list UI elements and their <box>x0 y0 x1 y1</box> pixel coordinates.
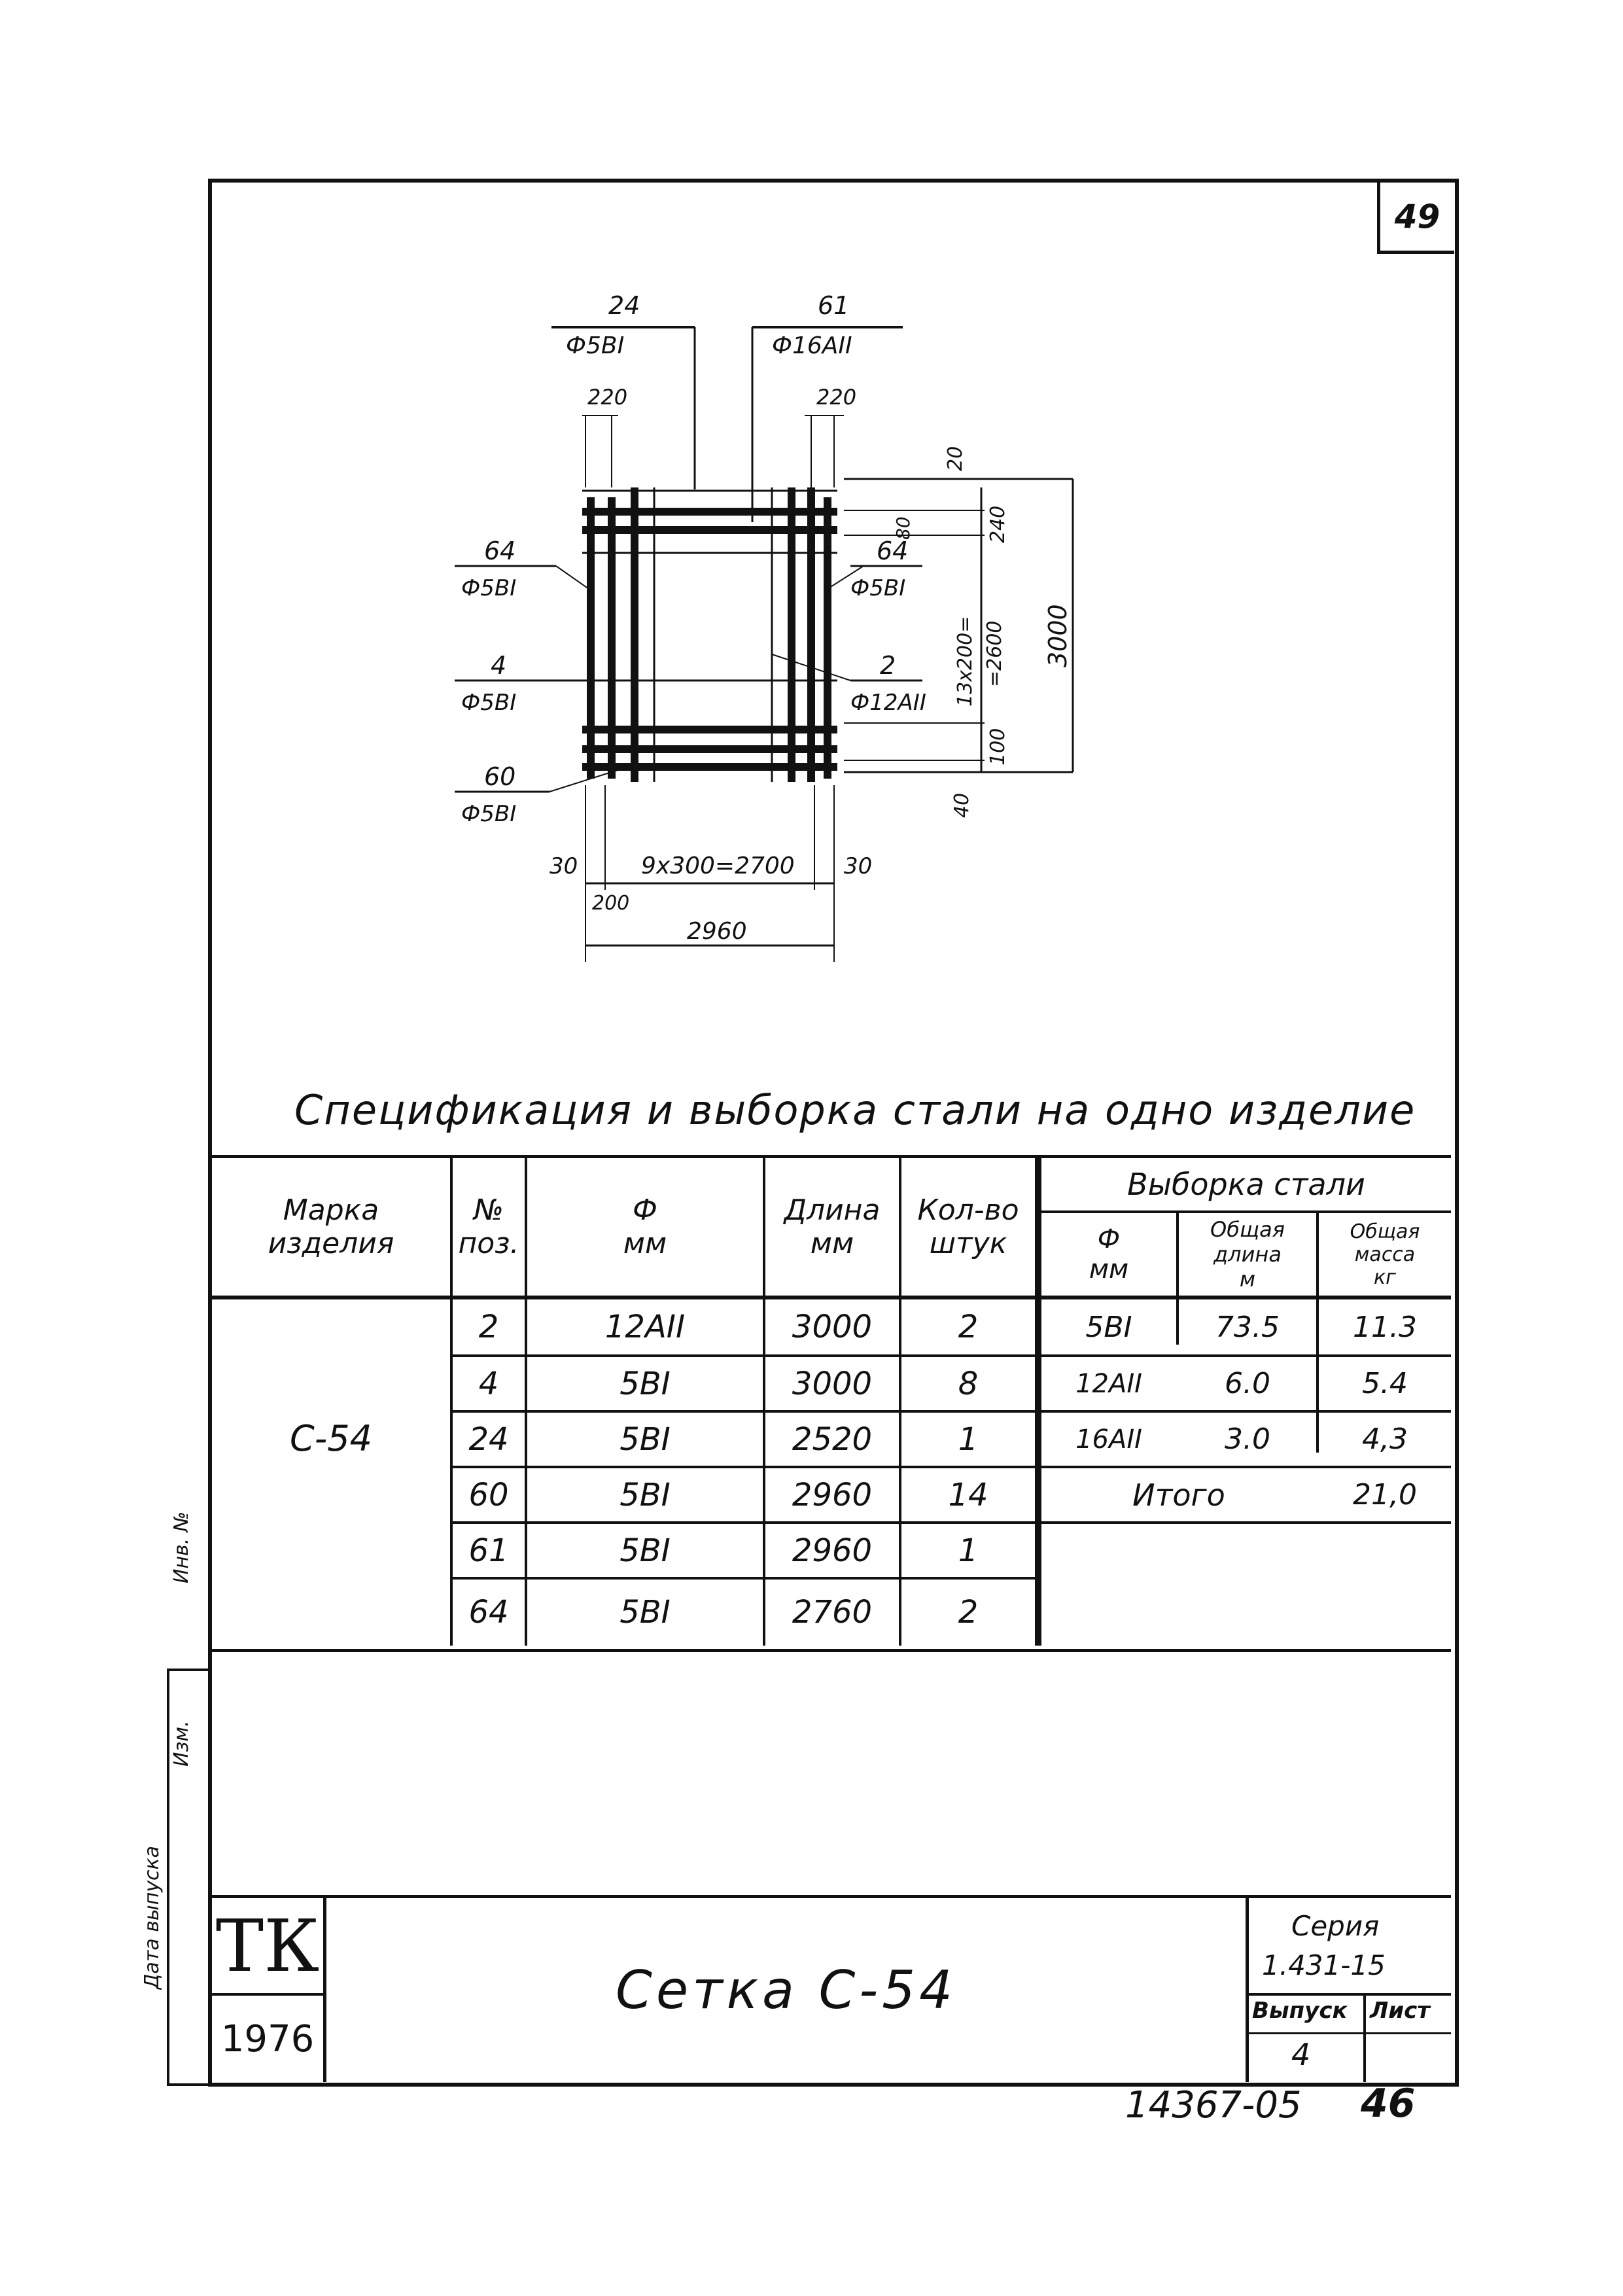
issue-value: 4 <box>1291 2037 1311 2072</box>
row-length: 2520 <box>792 1421 873 1458</box>
header-selection: Выборка стали <box>1127 1167 1365 1202</box>
row-pos: 61 <box>468 1532 509 1569</box>
side-date-issue: Дата выпуска <box>141 1846 164 1989</box>
label-left-4-pos: 4 <box>491 651 507 680</box>
row-pos: 60 <box>468 1476 509 1513</box>
row-pos: 2 <box>478 1309 499 1345</box>
header-sel-mass: Общая масса кг <box>1350 1220 1420 1289</box>
row-diam: 5ВI <box>620 1476 671 1513</box>
label-dim-100: 100 <box>986 728 1009 766</box>
row-length: 3000 <box>792 1309 873 1345</box>
label-dim-20: 20 <box>944 446 967 471</box>
sel-length: 3.0 <box>1225 1422 1270 1456</box>
label-dim-220-left: 220 <box>587 385 628 410</box>
label-dim-220-right: 220 <box>816 385 857 410</box>
label-dim-13x200: 13х200= <box>954 616 977 707</box>
label-left-60-pos: 60 <box>484 762 516 791</box>
row-diam: 5ВI <box>620 1532 671 1569</box>
sel-diam: 5ВI <box>1085 1310 1132 1344</box>
series-label: Серия <box>1291 1910 1380 1942</box>
sel-length: 6.0 <box>1225 1367 1270 1400</box>
label-left-64-bar: Ф5ВI <box>461 575 517 601</box>
label-dim-40: 40 <box>951 792 973 818</box>
row-qty: 1 <box>958 1421 979 1458</box>
row-diam: 12АII <box>604 1309 686 1345</box>
row-qty: 14 <box>948 1476 988 1513</box>
label-right-2-pos: 2 <box>880 651 896 680</box>
row-length: 3000 <box>792 1365 873 1402</box>
header-diam: Ф мм <box>623 1193 667 1260</box>
label-dim-30-left: 30 <box>550 853 578 879</box>
mark-cell: С-54 <box>290 1418 372 1459</box>
label-top-left-bar: Ф5ВI <box>566 332 625 359</box>
sheet-number: 49 <box>1394 198 1440 236</box>
row-qty: 2 <box>958 1309 979 1345</box>
sheet-number-box <box>1377 183 1454 254</box>
archive-number: 14367-05 <box>1125 2084 1302 2127</box>
tk-logo: ТК <box>215 1903 320 1988</box>
sel-mass: 11.3 <box>1353 1310 1417 1344</box>
row-length: 2760 <box>792 1594 873 1631</box>
title-block <box>212 1895 1451 2082</box>
header-qty: Кол-во штук <box>917 1193 1019 1260</box>
page-number: 46 <box>1361 2081 1416 2127</box>
sel-mass: 5.4 <box>1362 1367 1408 1400</box>
label-dim-9x300: 9х300=2700 <box>641 853 795 879</box>
product-name: Сетка С-54 <box>616 1960 956 2021</box>
label-dim-30-right: 30 <box>844 853 873 879</box>
header-pos: № поз. <box>458 1193 519 1260</box>
label-dim-3000: 3000 <box>1043 604 1072 667</box>
row-pos: 64 <box>468 1594 509 1631</box>
mesh-drawing <box>393 262 1145 981</box>
row-diam: 5ВI <box>620 1594 671 1631</box>
row-pos: 4 <box>478 1365 499 1402</box>
label-left-60-bar: Ф5ВI <box>461 801 517 827</box>
row-qty: 2 <box>958 1594 979 1631</box>
spec-title: Спецификация и выборка стали на одно изделие <box>294 1086 1416 1134</box>
side-change: Изм. <box>170 1720 193 1767</box>
row-pos: 24 <box>468 1421 509 1458</box>
label-top-right-bar: Ф16АII <box>772 332 852 359</box>
side-inv: Инв. № <box>170 1511 193 1583</box>
series-value: 1.431-15 <box>1262 1949 1386 1981</box>
issue-label: Выпуск <box>1252 1998 1348 2024</box>
row-diam: 5ВI <box>620 1365 671 1402</box>
label-right-64-pos: 64 <box>877 537 909 565</box>
row-diam: 5ВI <box>620 1421 671 1458</box>
header-mark: Марка изделия <box>268 1193 394 1260</box>
header-length: Длина мм <box>784 1193 881 1260</box>
label-dim-240: 240 <box>986 505 1009 543</box>
sel-diam: 12АII <box>1075 1368 1142 1399</box>
spec-table <box>212 1155 1451 1652</box>
label-right-64-bar: Ф5ВI <box>850 575 906 601</box>
total-label: Итого <box>1132 1477 1225 1513</box>
sheet-label: Лист <box>1370 1998 1430 2024</box>
label-left-64-pos: 64 <box>484 537 516 565</box>
sel-length: 73.5 <box>1215 1310 1280 1344</box>
row-length: 2960 <box>792 1532 873 1569</box>
row-qty: 8 <box>958 1365 979 1402</box>
header-sel-diam: Ф мм <box>1089 1224 1129 1284</box>
row-qty: 1 <box>958 1532 979 1569</box>
label-left-4-bar: Ф5ВI <box>461 690 517 716</box>
label-top-left-pos: 24 <box>608 291 640 320</box>
sel-mass: 4,3 <box>1362 1422 1408 1456</box>
total-value: 21,0 <box>1353 1478 1417 1511</box>
label-dim-200: 200 <box>592 892 630 915</box>
label-right-2-bar: Ф12АII <box>850 690 926 716</box>
label-top-right-pos: 61 <box>818 291 850 320</box>
year: 1976 <box>220 2017 315 2060</box>
row-length: 2960 <box>792 1476 873 1513</box>
label-dim-2600: =2600 <box>983 620 1006 687</box>
label-dim-2960: 2960 <box>687 918 747 945</box>
sel-diam: 16АII <box>1075 1424 1142 1455</box>
label-dim-80: 80 <box>892 516 914 540</box>
header-sel-length: Общая длина м <box>1210 1217 1285 1292</box>
